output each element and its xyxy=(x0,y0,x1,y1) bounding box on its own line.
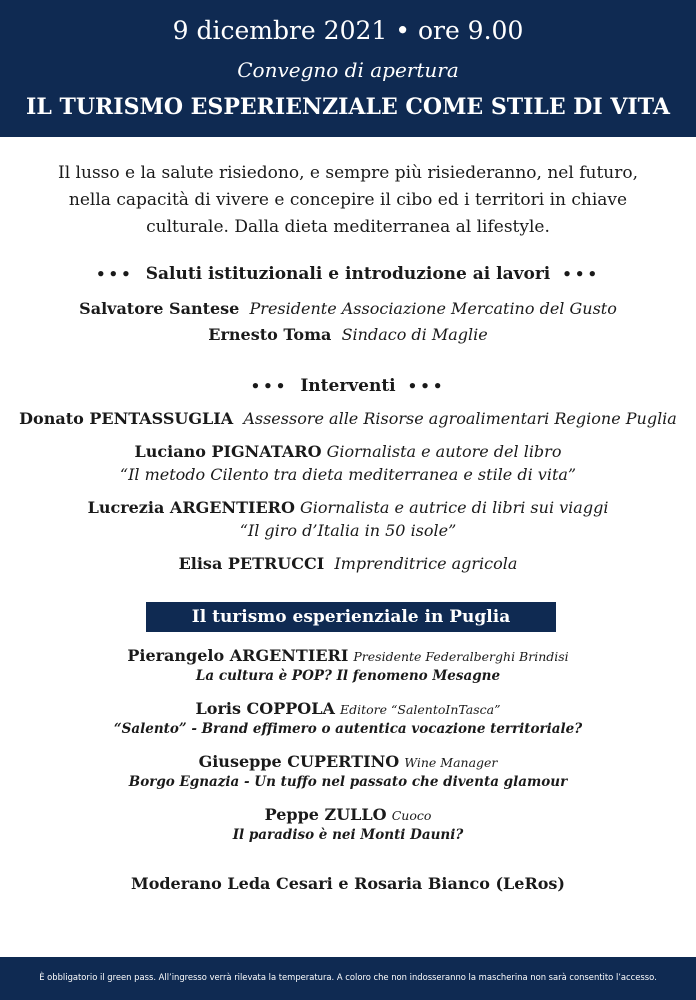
speaker-role: Giornalista e autrice di libri sui viaggi xyxy=(300,498,609,517)
speaker-name: Donato PENTASSUGLIA xyxy=(19,409,234,428)
speaker-role: Presidente Federalberghi Brindisi xyxy=(353,649,569,664)
event-subtitle: Convegno di apertura xyxy=(237,58,459,82)
speaker-role: Imprenditrice agricola xyxy=(334,554,518,573)
event-title: IL TURISMO ESPERIENZIALE COME STILE DI VITA xyxy=(26,94,670,120)
dots-right: ••• xyxy=(407,377,446,395)
header-banner xyxy=(0,0,696,137)
speaker-row xyxy=(0,407,696,431)
talk-title: La cultura è POP? Il fenomeno Mesagne xyxy=(195,668,501,684)
speaker-row xyxy=(0,297,696,321)
dots-left: ••• xyxy=(250,377,289,395)
talk-title: Borgo Egnazia - Un tuffo nel passato che diventa glamour xyxy=(128,774,568,790)
speaker-role: Giornalista e autore del libro xyxy=(326,442,562,461)
speaker-name: Luciano PIGNATARO xyxy=(134,442,322,461)
speaker-role: Editore “SalentoInTasca” xyxy=(339,702,501,717)
talk-title: “Salento” - Brand effimero o autentica vocazione territoriale? xyxy=(113,721,583,737)
footer-notice: È obbligatorio il green pass. All’ingresso verrà rilevata la temperatura. A coloro che non indosseranno la mascherina non sarà consentito l’accesso. xyxy=(0,957,696,1000)
speaker-row xyxy=(0,323,696,347)
speaker-book: “Il giro d’Italia in 50 isole” xyxy=(239,521,457,540)
dots-left: ••• xyxy=(95,265,134,283)
speaker-book: “Il metodo Cilento tra dieta mediterranea e stile di vita” xyxy=(119,465,577,484)
section-interventi-title: Interventi xyxy=(300,376,396,396)
speaker-name: Ernesto Toma xyxy=(208,325,332,344)
section-saluti-title: Saluti istituzionali e introduzione ai lavori xyxy=(145,264,551,284)
speaker-name: Peppe ZULLO xyxy=(264,805,387,824)
speaker-name: Giuseppe CUPERTINO xyxy=(198,752,400,771)
speaker-name: Loris COPPOLA xyxy=(195,699,335,718)
intro-line-2: nella capacità di vivere e concepire il cibo ed i territori in chiave xyxy=(68,190,628,210)
speaker-row xyxy=(0,496,696,520)
talk-title: Il paradiso è nei Monti Dauni? xyxy=(232,827,464,843)
speaker-name: Lucrezia ARGENTIERO xyxy=(87,498,295,517)
moderators-line: Moderano Leda Cesari e Rosaria Bianco (LeRos) xyxy=(130,874,565,893)
speaker-name: Salvatore Santese xyxy=(79,299,240,318)
speaker-row xyxy=(0,552,696,576)
dots-right: ••• xyxy=(562,265,601,283)
speaker-role: Cuoco xyxy=(391,808,432,823)
speaker-role: Assessore alle Risorse agroalimentari Regione Puglia xyxy=(243,409,677,428)
speaker-role: Wine Manager xyxy=(404,755,498,770)
section-interventi-heading xyxy=(0,374,696,398)
speaker-name: Elisa PETRUCCI xyxy=(178,554,325,573)
intro-line-1: Il lusso e la salute risiedono, e sempre più risiederanno, nel futuro, xyxy=(58,163,638,183)
section-saluti-heading xyxy=(0,262,696,286)
speaker-row xyxy=(0,440,696,464)
speaker-role: Presidente Associazione Mercatino del Gusto xyxy=(249,299,617,318)
intro-line-3: culturale. Dalla dieta mediterranea al lifestyle. xyxy=(146,217,550,237)
speaker-name: Pierangelo ARGENTIERI xyxy=(127,646,349,665)
event-date: 9 dicembre 2021 • ore 9.00 xyxy=(172,16,524,45)
section-puglia-banner: Il turismo esperienziale in Puglia xyxy=(146,602,556,632)
speaker-role: Sindaco di Maglie xyxy=(341,325,488,344)
